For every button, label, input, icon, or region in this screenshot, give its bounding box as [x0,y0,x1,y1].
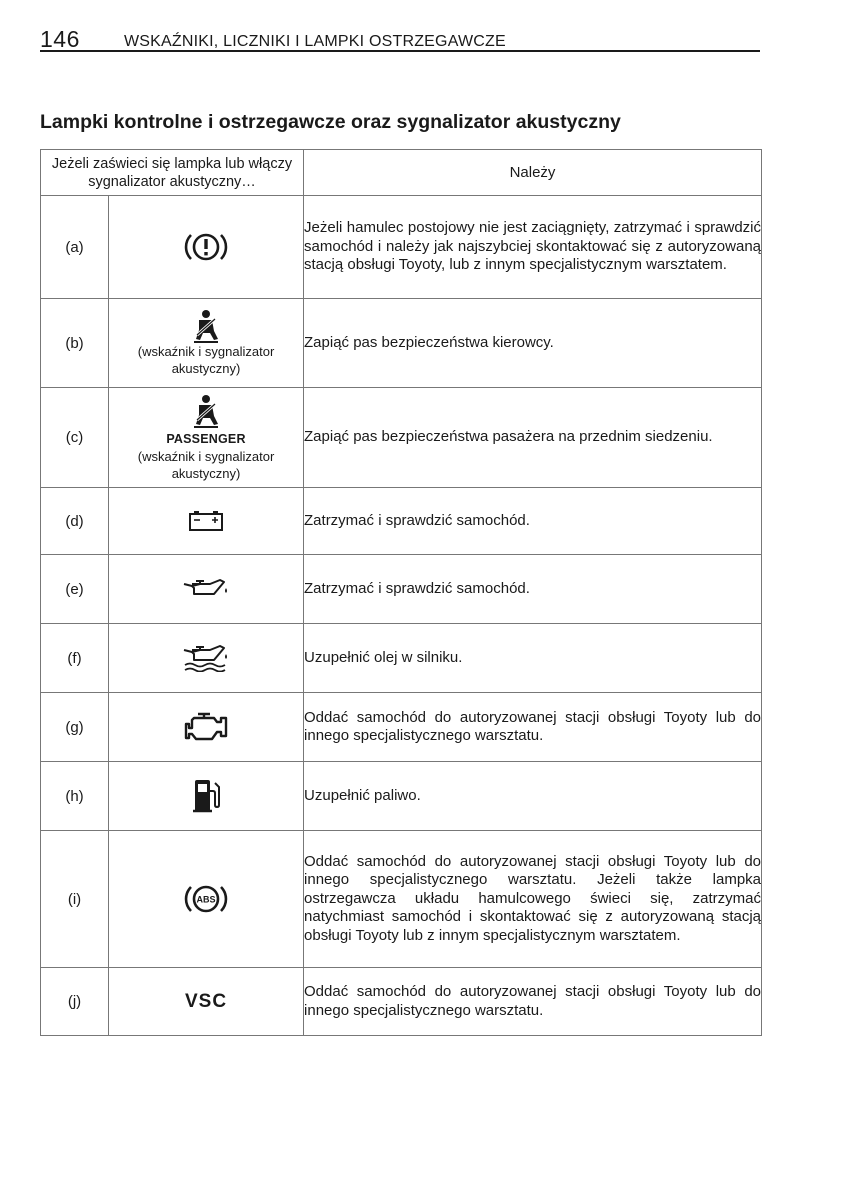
seatbelt-icon [191,309,221,343]
action-text: Zapiąć pas bezpieczeństwa kierowcy. [304,299,762,388]
action-text: Jeżeli hamulec postojowy nie jest zaciągnięty, zatrzymać i sprawdzić samochód i należy jak najszybciej skontaktować się z autoryzowaną stacją obsługi Toyoty, lub z innym specjalistycznym warsztatem. [304,196,762,299]
icon-cell [109,555,304,624]
table-row [41,693,762,762]
table-row [41,762,762,831]
table-row [41,299,762,388]
row-label: (j) [41,968,109,1036]
running-header: WSKAŹNIKI, LICZNIKI I LAMPKI OSTRZEGAWCZE [124,33,506,50]
icon-note: (wskaźnik i sygnalizator akustyczny) [137,448,275,481]
abs-icon [182,881,230,917]
action-text: Zatrzymać i sprawdzić samochód. [304,555,762,624]
abs-icon-text: ABS [196,894,216,905]
table-row [41,488,762,555]
brake-warning-icon [182,229,230,265]
row-label: (d) [41,488,109,555]
action-text: Uzupełnić paliwo. [304,762,762,831]
column-header-condition: Jeżeli zaświeci się lampka lub włączy sygnalizator akustyczny… [41,150,304,196]
page-number: 146 [40,26,80,52]
icon-cell [109,624,304,693]
action-text: Zatrzymać i sprawdzić samochód. [304,488,762,555]
table-row [41,196,762,299]
column-header-action: Należy [304,150,762,196]
action-text: Uzupełnić olej w silniku. [304,624,762,693]
icon-cell [109,299,304,388]
row-label: (g) [41,693,109,762]
fuel-pump-icon [191,779,221,813]
oil-level-icon [182,644,230,672]
table-row [41,831,762,968]
row-label: (e) [41,555,109,624]
header-rule [40,50,760,52]
row-label: (h) [41,762,109,831]
icon-cell [109,488,304,555]
table-row [41,388,762,488]
oil-pressure-icon [182,578,230,600]
action-text: Oddać samochód do autoryzowanej stacji obsługi Toyoty lub do innego specjalistycznego warsztatu. [304,693,762,762]
warning-lights-table [40,149,762,1036]
table-row [41,968,762,1036]
row-label: (a) [41,196,109,299]
action-text: Zapiąć pas bezpieczeństwa pasażera na przednim siedzeniu. [304,388,762,488]
section-title: Lampki kontrolne i ostrzegawcze oraz sygnalizator akustyczny [40,111,621,133]
check-engine-icon [184,712,228,742]
table-header-row [41,150,762,196]
row-label: (c) [41,388,109,488]
action-text: Oddać samochód do autoryzowanej stacji obsługi Toyoty lub do innego specjalistycznego warsztatu. [304,968,762,1036]
seatbelt-icon [191,394,221,428]
table-row [41,624,762,693]
battery-icon [188,510,224,532]
icon-cell [109,196,304,299]
icon-cell [109,762,304,831]
action-text: Oddać samochód do autoryzowanej stacji obsługi Toyoty lub do innego specjalistycznego warsztatu. Jeżeli także lampka ostrzegawcza układu hamulcowego świeci się, zatrzymać natychmiast samochód i skontaktować się z autoryzowaną stacją obsługi Toyoty lub z innym specjalistycznym warsztatem. [304,831,762,968]
row-label: (f) [41,624,109,693]
table-row [41,555,762,624]
row-label: (b) [41,299,109,388]
icon-cell [109,693,304,762]
icon-cell [109,968,304,1036]
row-label: (i) [41,831,109,968]
vsc-indicator: VSC [184,990,228,1012]
icon-note: (wskaźnik i sygnalizator akustyczny) [137,344,275,376]
passenger-label: PASSENGER [166,431,246,446]
icon-cell [109,388,304,488]
icon-cell [109,831,304,968]
